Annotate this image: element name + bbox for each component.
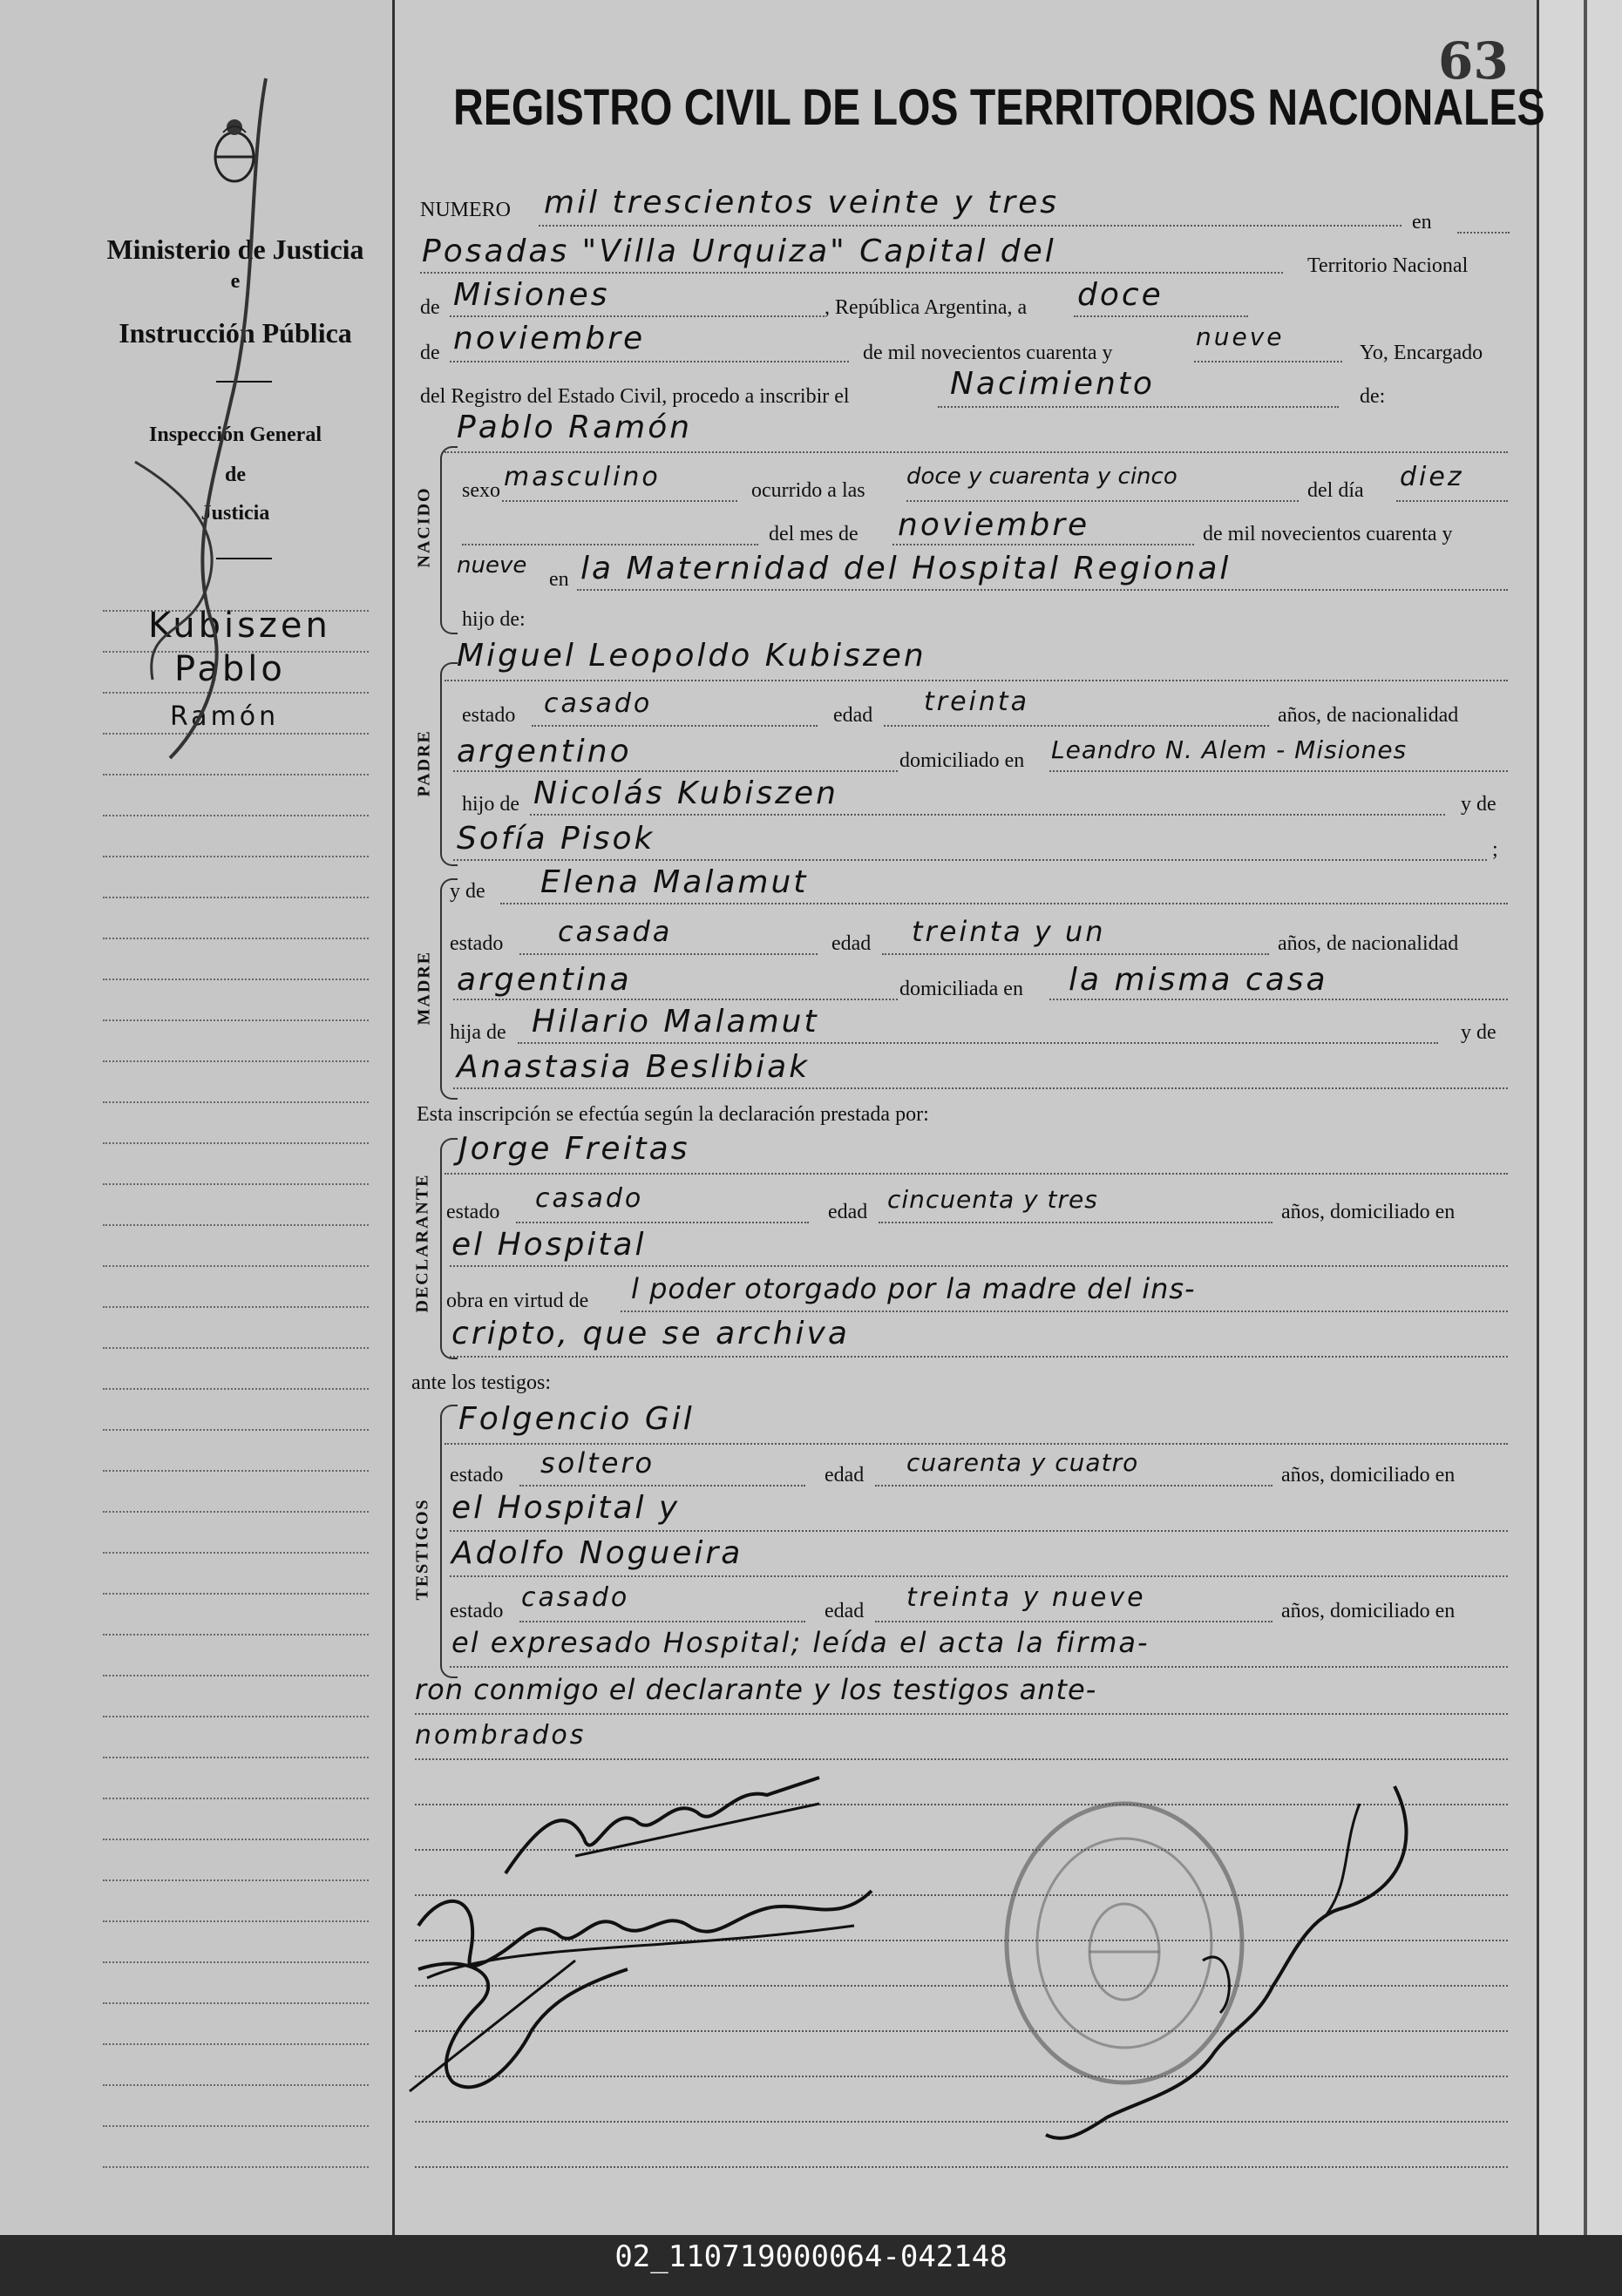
- field-madre-estado: casada: [558, 915, 673, 948]
- label-yo: Yo, Encargado: [1360, 342, 1483, 364]
- label-y-de2: y de: [450, 880, 485, 903]
- field-territorio: Misiones: [453, 277, 610, 313]
- label-esta-inscripcion: Esta inscripción se efectúa según la declaración prestada por:: [417, 1103, 929, 1126]
- section-label-testigos: TESTIGOS: [412, 1498, 432, 1601]
- margin-ruled-line: [103, 1183, 369, 1185]
- field-cierre-1: el expresado Hospital; leída el acta la firma-: [451, 1626, 1150, 1659]
- section-bracket-nacido: [440, 446, 458, 634]
- margin-ruled-line: [103, 1839, 369, 1840]
- dotline: [450, 1575, 1508, 1577]
- dotline: [516, 1222, 809, 1223]
- label-de-mil: de mil novecientos cuarenta y: [863, 342, 1113, 364]
- dotline: [445, 680, 1508, 681]
- margin-ruled-line: [103, 1101, 369, 1103]
- field-padre-nombre: Miguel Leopoldo Kubiszen: [457, 638, 926, 674]
- label-madre-estado: estado: [450, 932, 504, 955]
- label-del-dia: del día: [1307, 479, 1364, 502]
- margin-ruled-line: [103, 1552, 369, 1554]
- dotline: [450, 1356, 1508, 1358]
- margin-ruled-line: [103, 938, 369, 939]
- field-mes-nac: noviembre: [898, 507, 1090, 543]
- dotline: [450, 1666, 1508, 1668]
- dotline: [502, 500, 737, 502]
- field-test1-estado: soltero: [540, 1446, 655, 1480]
- dotline: [450, 1265, 1508, 1267]
- dotline: [445, 451, 1508, 453]
- field-padre-nacionalidad: argentino: [457, 734, 632, 769]
- label-decl-dom: años, domiciliado en: [1281, 1201, 1456, 1223]
- dotline: [621, 1311, 1508, 1312]
- label-semicolon: ;: [1492, 838, 1498, 861]
- dotline: [879, 1222, 1272, 1223]
- label-numero: NUMERO: [420, 199, 512, 221]
- dotline: [450, 1530, 1508, 1532]
- label-de-colon: de:: [1360, 385, 1386, 408]
- dotline: [875, 1485, 1272, 1487]
- margin-note-name2: Ramón: [170, 701, 280, 732]
- label-hija-de: hija de: [450, 1021, 506, 1044]
- dotline: [453, 859, 1487, 861]
- dotline: [875, 1621, 1272, 1622]
- field-mes: noviembre: [453, 321, 646, 356]
- dotline: [519, 1485, 805, 1487]
- dotline: [462, 544, 758, 545]
- dotline: [453, 999, 898, 1000]
- dotline: [1049, 770, 1508, 772]
- signature-testigo-2: [401, 1934, 662, 2109]
- margin-ruled-line: [103, 1920, 369, 1922]
- label-y-de3: y de: [1461, 1021, 1496, 1044]
- field-lugar: Posadas "Villa Urquiza" Capital del: [422, 234, 1056, 269]
- page-number: 63: [1438, 31, 1509, 91]
- field-anio: nueve: [1196, 322, 1285, 351]
- field-test1-edad: cuarenta y cuatro: [906, 1448, 1139, 1477]
- dotline: [420, 272, 1283, 274]
- dotline: [415, 1758, 1508, 1760]
- inspection-title: Inspección General: [149, 423, 322, 446]
- field-test2-edad: treinta y nueve: [906, 1582, 1146, 1613]
- margin-ruled-line: [103, 1511, 369, 1513]
- dotline: [532, 725, 818, 727]
- field-test2-estado: casado: [521, 1582, 630, 1613]
- dotline: [1074, 315, 1248, 317]
- field-testigo-1: Folgencio Gil: [458, 1401, 695, 1437]
- label-padre-estado: estado: [462, 704, 516, 727]
- field-declarante: Jorge Freitas: [458, 1131, 690, 1167]
- margin-ruled-line: [103, 2084, 369, 2086]
- dotline: [415, 2166, 1508, 2168]
- dotline: [1457, 232, 1510, 234]
- margin-ruled-line: [103, 2002, 369, 2004]
- label-del-registro: del Registro del Estado Civil, procedo a inscribir el: [420, 385, 850, 408]
- margin-ruled-line: [103, 1306, 369, 1308]
- dotline: [450, 361, 849, 362]
- field-decl-domicilio: el Hospital: [451, 1227, 647, 1263]
- field-madre-domicilio: la misma casa: [1069, 962, 1328, 998]
- dotline: [539, 225, 1401, 227]
- margin-ruled-line: [103, 1470, 369, 1472]
- label-de-mil2: de mil novecientos cuarenta y: [1203, 523, 1453, 545]
- ministry-title: Ministerio de Justicia: [106, 234, 364, 265]
- label-en-lugar: en: [549, 568, 569, 591]
- margin-ruled-line: [103, 774, 369, 775]
- field-numero: mil trescientos veinte y tres: [544, 185, 1059, 220]
- field-padre-domicilio: Leandro N. Alem - Misiones: [1051, 735, 1408, 764]
- margin-ruled-line: [103, 1347, 369, 1349]
- label-territorio: Territorio Nacional: [1307, 254, 1469, 277]
- field-nombre: Pablo Ramón: [457, 410, 693, 445]
- margin-ruled-line: [103, 1593, 369, 1595]
- label-de2: de: [420, 342, 440, 364]
- label-test2-dom: años, domiciliado en: [1281, 1600, 1456, 1622]
- label-madre-edad: edad: [831, 932, 872, 955]
- field-abuela-paterna: Sofía Pisok: [457, 821, 655, 857]
- field-anio-nac: nueve: [457, 552, 527, 579]
- section-label-madre: MADRE: [414, 950, 434, 1026]
- dotline: [453, 770, 898, 772]
- field-padre-edad: treinta: [924, 687, 1030, 717]
- field-acto: Nacimiento: [950, 366, 1155, 402]
- label-decl-edad: edad: [828, 1201, 868, 1223]
- dotline: [530, 814, 1445, 816]
- dotline: [519, 953, 818, 955]
- label-del-mes: del mes de: [769, 523, 859, 545]
- label-obra: obra en virtud de: [446, 1290, 589, 1312]
- dotline: [519, 1621, 805, 1622]
- section-bracket-madre: [440, 878, 458, 1100]
- field-cierre-3: nombrados: [415, 1720, 587, 1751]
- ministry-e: e: [230, 270, 241, 293]
- label-hijo-de: hijo de:: [462, 608, 526, 631]
- page-title: REGISTRO CIVIL DE LOS TERRITORIOS NACIONALES: [453, 79, 1545, 136]
- label-madre-nac: años, de nacionalidad: [1278, 932, 1459, 955]
- margin-ruled-line: [103, 1429, 369, 1431]
- margin-ruled-line: [103, 1961, 369, 1963]
- dotline: [892, 544, 1194, 545]
- margin-ruled-line: [103, 2125, 369, 2127]
- margin-ruled-line: [103, 1224, 369, 1226]
- dotline: [1049, 999, 1508, 1000]
- dotline: [938, 406, 1339, 408]
- image-identifier: 02_110719000064-042148: [614, 2239, 1008, 2274]
- label-decl-estado: estado: [446, 1201, 500, 1223]
- field-decl-edad: cincuenta y tres: [887, 1185, 1098, 1214]
- margin-ruled-line: [103, 1142, 369, 1144]
- label-padre-edad: edad: [833, 704, 873, 727]
- label-de: de: [420, 296, 440, 319]
- label-padre-nac: años, de nacionalidad: [1278, 704, 1459, 727]
- label-hijo-de-padre: hijo de: [462, 793, 519, 816]
- label-test1-edad: edad: [825, 1464, 865, 1487]
- margin-ruled-line: [103, 1634, 369, 1636]
- dotline: [415, 1713, 1508, 1715]
- section-bracket-padre: [440, 662, 458, 866]
- field-madre-edad: treinta y un: [912, 915, 1106, 948]
- dotline: [453, 1087, 1508, 1089]
- margin-ruled-line: [103, 979, 369, 980]
- margin-ruled-line: [103, 1879, 369, 1881]
- field-hora: doce y cuarenta y cinco: [906, 464, 1177, 490]
- signature-encargado: [1011, 1769, 1429, 2152]
- field-test1-domicilio: el Hospital y: [451, 1490, 681, 1526]
- dotline: [882, 953, 1269, 955]
- section-label-declarante: DECLARANTE: [412, 1173, 432, 1313]
- dotline: [577, 589, 1508, 591]
- inspection-justicia: Justicia: [200, 502, 270, 525]
- margin-ruled-line: [103, 1716, 369, 1717]
- dotline: [450, 315, 825, 317]
- field-dia-nac: diez: [1400, 462, 1464, 492]
- section-label-padre: PADRE: [414, 729, 434, 797]
- field-decl-estado: casado: [535, 1183, 644, 1214]
- margin-ruled-line: [103, 1798, 369, 1799]
- label-test1-dom: años, domiciliado en: [1281, 1464, 1456, 1487]
- margin-ruled-line: [103, 897, 369, 898]
- margin-note-name: Pablo: [174, 649, 286, 689]
- label-en: en: [1412, 211, 1432, 234]
- field-padre-estado: casado: [544, 688, 653, 719]
- margin-ruled-line: [103, 2043, 369, 2045]
- margin-ruled-line: [103, 1019, 369, 1021]
- field-lugar-nac: la Maternidad del Hospital Regional: [580, 551, 1232, 586]
- inspection-de: de: [225, 464, 246, 486]
- field-abuelo-paterno: Nicolás Kubiszen: [533, 775, 838, 811]
- margin-scribble: [83, 70, 292, 767]
- label-ante-testigos: ante los testigos:: [411, 1372, 551, 1394]
- dotline: [1396, 500, 1508, 502]
- page-edge: [1537, 0, 1622, 2235]
- page-edge-line: [1584, 0, 1587, 2235]
- field-abuelo-materno: Hilario Malamut: [532, 1004, 819, 1040]
- margin-ruled-line: [103, 1060, 369, 1062]
- dotline: [445, 1173, 1508, 1175]
- margin-ruled-line: [103, 815, 369, 816]
- dotline: [884, 725, 1269, 727]
- label-test2-edad: edad: [825, 1600, 865, 1622]
- label-padre-dom: domiciliado en: [899, 749, 1025, 772]
- field-dia: doce: [1077, 277, 1164, 313]
- field-obra-1: l poder otorgado por la madre del ins-: [631, 1272, 1196, 1305]
- label-sexo: sexo: [462, 479, 500, 502]
- margin-ruled-line: [103, 2166, 369, 2168]
- dotline: [445, 1443, 1508, 1445]
- margin-note-surname: Kubiszen: [148, 606, 331, 646]
- dotline: [906, 500, 1299, 502]
- label-madre-dom: domiciliada en: [899, 978, 1023, 1000]
- dotline: [518, 1042, 1438, 1044]
- field-cierre-2: ron conmigo el declarante y los testigos ante-: [415, 1673, 1097, 1706]
- field-abuela-materna: Anastasia Beslibiak: [457, 1049, 811, 1085]
- dotline: [1194, 361, 1342, 362]
- dotline: [500, 903, 1508, 904]
- label-y-de: y de: [1461, 793, 1496, 816]
- section-label-nacido: NACIDO: [414, 486, 434, 568]
- margin-ruled-line: [103, 856, 369, 857]
- margin-ruled-line: [103, 1388, 369, 1390]
- field-madre-nacionalidad: argentina: [457, 962, 632, 998]
- label-test2-estado: estado: [450, 1600, 504, 1622]
- field-sexo: masculino: [504, 462, 661, 492]
- label-republica: , República Argentina, a: [825, 296, 1028, 319]
- label-ocurrido: ocurrido a las: [751, 479, 865, 502]
- field-obra-2: cripto, que se archiva: [451, 1316, 850, 1351]
- label-test1-estado: estado: [450, 1464, 504, 1487]
- margin-ruled-line: [103, 1265, 369, 1267]
- margin-ruled-line: [103, 1675, 369, 1676]
- field-testigo-2: Adolfo Nogueira: [451, 1535, 743, 1571]
- ministry-subtitle: Instrucción Pública: [119, 317, 352, 349]
- margin-ruled-line: [103, 1757, 369, 1758]
- field-madre-nombre: Elena Malamut: [540, 864, 809, 900]
